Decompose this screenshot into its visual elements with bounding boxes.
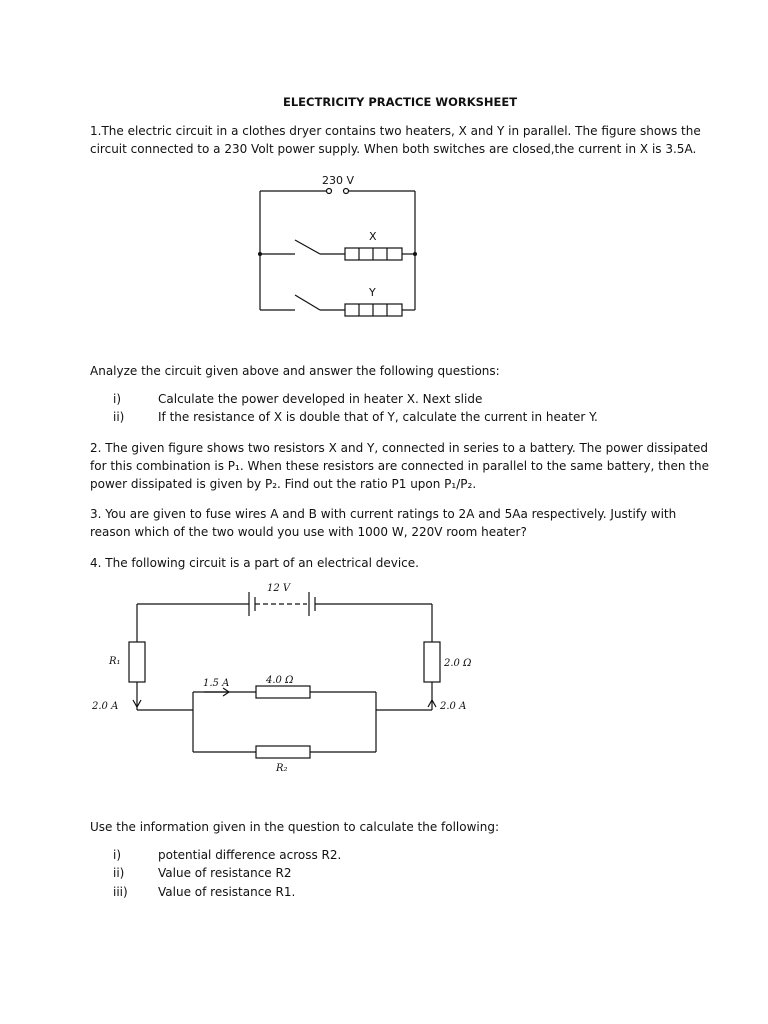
q2-line-2: for this combination is P₁. When these resistors are connected in parallel to the same battery, then the [90, 459, 709, 473]
heater-y-label: Y [369, 286, 376, 299]
q2-line-3: power dissipated is given by P₂. Find out the ratio P1 upon P₁/P₂. [90, 477, 477, 491]
q3-line-2: reason which of the two would you use with 1000 W, 220V room heater? [90, 525, 527, 539]
q3-line-1: 3. You are given to fuse wires A and B with current ratings to 2A and 5Aa respectively. Justify with [90, 507, 677, 521]
battery-voltage-label: 12 V [267, 583, 291, 594]
top-resistor-label: 4.0 Ω [266, 675, 294, 686]
q1-item-1-text: Calculate the power developed in heater X. Next slide [158, 392, 483, 406]
q1-item-2-number: ii) [113, 410, 125, 424]
supply-voltage-label: 230 V [322, 174, 355, 187]
q4-item-2-text: Value of resistance R2 [158, 866, 292, 880]
q4-line-1: 4. The following circuit is a part of an electrical device. [90, 556, 419, 570]
right-current-label: 2.0 A [440, 701, 467, 712]
q1-prompt: Analyze the circuit given above and answer the following questions: [90, 364, 500, 378]
branch-current-label: 1.5 A [203, 678, 230, 689]
q4-item-1-text: potential difference across R2. [158, 848, 342, 862]
q4-item-1-number: i) [113, 848, 122, 862]
q1-line-1: 1.The electric circuit in a clothes dryer contains two heaters, X and Y in parallel. The figure shows the [90, 124, 701, 138]
heater-x-label: X [369, 230, 377, 243]
q1-item-2-text: If the resistance of X is double that of Y, calculate the current in heater Y. [158, 410, 598, 424]
left-current-label: 2.0 A [92, 701, 119, 712]
q4-item-3-number: iii) [113, 885, 128, 899]
q1-line-2: circuit connected to a 230 Volt power supply. When both switches are closed,the current in X is 3.5A. [90, 142, 697, 156]
page-title: ELECTRICITY PRACTICE WORKSHEET [283, 95, 518, 109]
q4-item-2-number: ii) [113, 866, 125, 880]
q4-prompt: Use the information given in the question to calculate the following: [90, 820, 500, 834]
q4-item-3-text: Value of resistance R1. [158, 885, 296, 899]
r2-label: R₂ [276, 763, 288, 774]
r1-label: R₁ [109, 656, 121, 667]
q2-line-1: 2. The given figure shows two resistors X and Y, connected in series to a battery. The power dissipated [90, 441, 708, 455]
right-resistor-label: 2.0 Ω [444, 658, 472, 669]
q1-item-1-number: i) [113, 392, 122, 406]
